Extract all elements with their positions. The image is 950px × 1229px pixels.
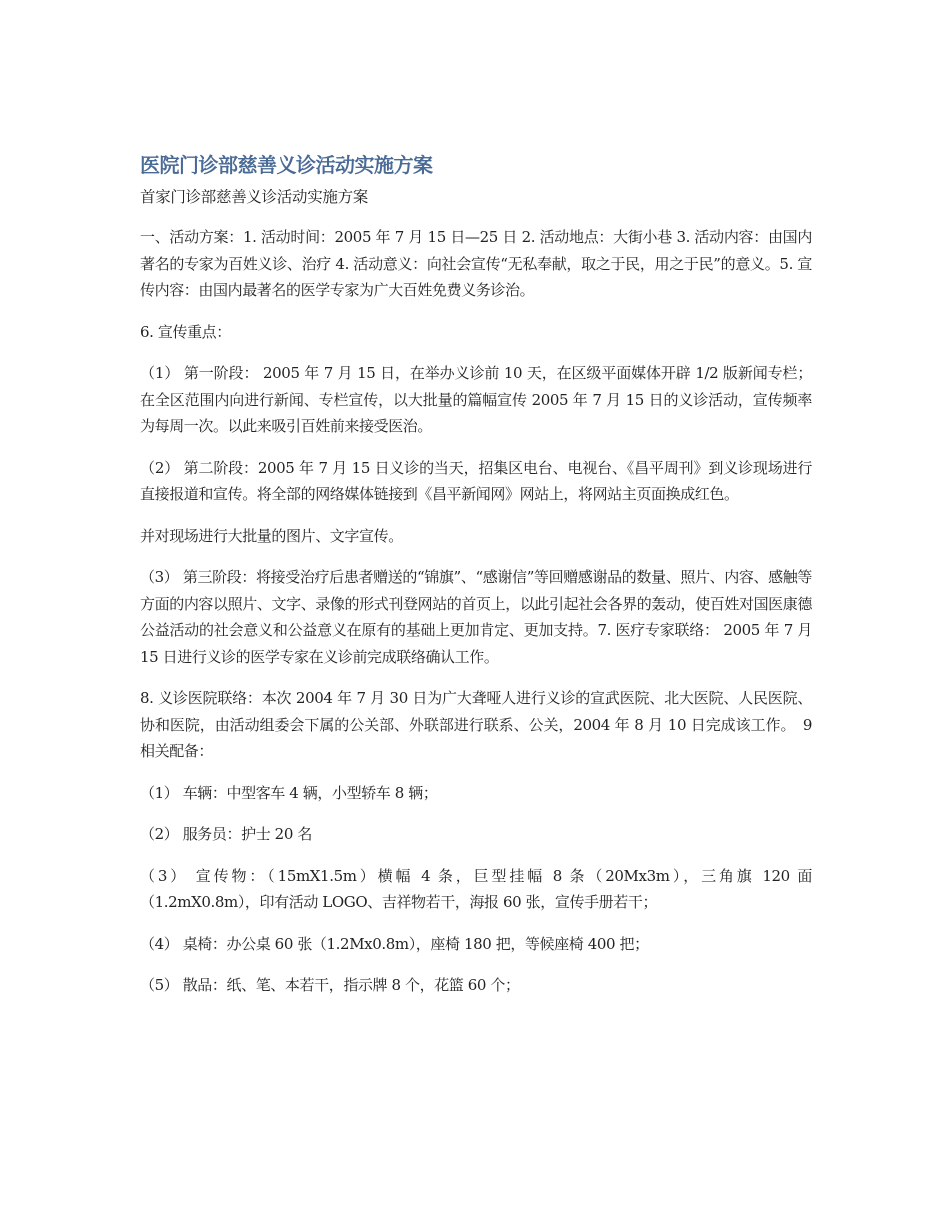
paragraph-phase-three: （3） 第三阶段：将接受治疗后患者赠送的“锦旗”、“感谢信”等回赠感谢品的数量、照片、内容、感触等方面的内容以照片、文字、录像的形式刊登网站的首页上，以此引起社会各界的轰动，使百姓对国医康德公益活动的社会意义和公益意义在原有的基础上更加肯定、更加支持。7. 医疗专家联络： 2005 年 7 月 15 日进行义诊的医学专家在义诊前完成联络确认工作。: [140, 568, 812, 666]
paragraph-phase-one: （1） 第一阶段： 2005 年 7 月 15 日，在举办义诊前 10 天，在区级平面媒体开辟 1/2 版新闻专栏；在全区范围内向进行新闻、专栏宣传，以大批量的篇幅宣传 2005 年 7 月 15 日的义诊活动，宣传频率为每周一次。以此来吸引百姓前来接受医治。: [140, 364, 812, 435]
list-item-staff: （2） 服务员：护士 20 名: [140, 825, 312, 843]
paragraph-phase-two: （2） 第二阶段：2005 年 7 月 15 日义诊的当天，招集区电台、电视台、《昌平周刊》到义诊现场进行直接报道和宣传。将全部的网络媒体链接到《昌平新闻网》网站上，将网站主页面换成红色。: [140, 458, 812, 503]
paragraph-activity-plan: 一、活动方案：1. 活动时间：2005 年 7 月 15 日—25 日 2. 活动地点：大街小巷 3. 活动内容：由国内著名的专家为百姓义诊、治疗 4. 活动意义：向社会宣传“无私奉献，取之于民，用之于民”的意义。5. 宣传内容：由国内最著名的医学专家为广大百姓免费义务诊治。: [140, 228, 812, 299]
list-item-vehicles: （1） 车辆：中型客车 4 辆，小型轿车 8 辆；: [140, 783, 438, 802]
list-item-supplies: （5） 散品：纸、笔、本若干，指示牌 8 个，花篮 60 个；: [140, 976, 520, 994]
paragraph-publicity-focus: 6. 宣传重点：: [140, 322, 231, 341]
document-title: 医院门诊部慈善义诊活动实施方案: [140, 153, 433, 177]
list-item-furniture: （4） 桌椅：办公桌 60 张（1.2Mx0.8m），座椅 180 把，等候座椅 400 把；: [140, 934, 649, 953]
paragraph-hospital-liaison: 8. 义诊医院联络：本次 2004 年 7 月 30 日为广大聋哑人进行义诊的宣武医院、北大医院、人民医院、协和医院，由活动组委会下属的公关部、外联部进行联系、公关，2004 年 8 月 10 日完成该工作。 9 相关配备：: [140, 689, 812, 760]
paragraph-onsite-publicity: 并对现场进行大批量的图片、文字宣传。: [140, 526, 403, 545]
document-subtitle: 首家门诊部慈善义诊活动实施方案: [140, 188, 369, 206]
list-item-publicity-materials: （3） 宣传物：（15mX1.5m）横幅 4 条，巨型挂幅 8 条（20Mx3m），三角旗 120 面（1.2mX0.8m），印有活动 LOGO、吉祥物若干，海报 60 张，宣传手册若干；: [140, 866, 812, 911]
document-page: [140, 148, 812, 1014]
